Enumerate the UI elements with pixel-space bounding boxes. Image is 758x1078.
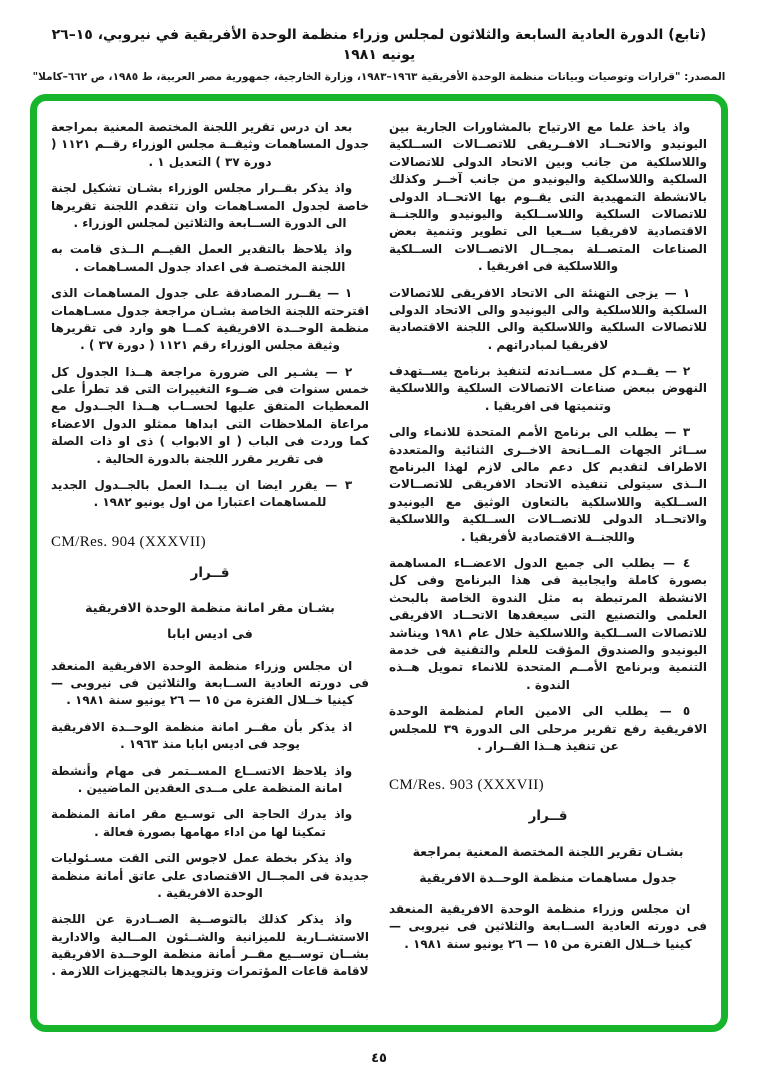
paragraph: واذ يلاحظ الاتســاع المســتمر فى مهام وأنشطة امانة المنظمة على مــدى العقدين الماضيين . bbox=[51, 763, 353, 795]
page-header bbox=[0, 26, 758, 86]
paragraph: اذ يذكر بأن مقــر امانة منظمة الوحــدة الافريقية يوجد فى اديس ابابا منذ ١٩٦٣ . bbox=[51, 719, 353, 752]
paragraph: واذ ياخذ علما مع الارتياح بالمشاورات الجارية بين اليونيدو والاتحــاد الافــريقى للاتصــالات الســلكية واللاسلكية من جانب وبين الاتحاد الدولى للاتصالات السلكية واللاسلكية واليونيدو من جانب آخــر وكذلك بالانشطة التمهيدية التى يقــوم بها الاتحــاد الدولى للاتصالات السلكية واللاســلكية واليونيدو واللجنــة الاقتصادية لافريقيا ســعيا الى تطوير وتنمية بعض الصناعات المتصــلة بمجــال الاتصــالات الســلكية واللاسلكية فى افريقيا . bbox=[389, 120, 707, 274]
resolution-subject-line: بشـان مقر امانة منظمة الوحدة الافريقية bbox=[85, 600, 335, 616]
green-border-frame bbox=[30, 94, 728, 1032]
resolution-subject-line: بشـان تقرير اللجنة المختصة المعنية بمراجعة bbox=[412, 843, 684, 859]
resolution-reference: CM/Res. 903 (XXXVII) bbox=[389, 777, 545, 794]
paragraph: ٥ — يطلب الى الامين العام لمنظمة الوحدة الافريقية رفع تقرير مرحلى الى الدورة ٣٩ للمجلس عن تنفيذ هــذا القــرار . bbox=[389, 704, 708, 753]
paragraph: واذ يذكر بخطة عمل لاجوس التى القت مسـئوليات جديدة فى المجــال الاقتصادى على عاتق أمانة منظمة الوحدة الافريقية . bbox=[51, 851, 369, 900]
paragraph: ان مجلس وزراء منظمة الوحدة الافريقية المنعقد فى دورته العادية الســابعة والثلاثين فى نيروبى — كينيا خــلال الفترة من ١٥ — ٢٦ يونيو سنة ١٩٨١ . bbox=[389, 902, 707, 951]
paragraph: ٢ — يقــدم كل مســاندته لتنفيذ برنامج يســتهدف النهوض ببعض صناعات الاتصالات السلكية واللاسلكية وتنميتها فى افريقيا . bbox=[389, 364, 707, 413]
paragraph: ١ — يزجى التهنئة الى الاتحاد الافريقى للاتصالات السلكية واللاسلكية والى اليونيدو والى الاتحاد الدولى للاتصالات السلكية واللاسلكية والى اللجنة الاقتصادية لافريقيا لمبادراتهم . bbox=[389, 285, 707, 352]
two-column-content bbox=[37, 101, 721, 1025]
resolution-subject bbox=[389, 839, 707, 892]
paragraph: واذ يذكر بقــرار مجلس الوزراء بشـان تشكيل لجنة خاصة لجدول المسـاهمات وان تتقدم اللجنة تقريرها الى الدورة الســابعة والثلاثين لمجلس الوزراء . bbox=[51, 181, 369, 230]
resolution-reference: CM/Res. 904 (XXXVII) bbox=[51, 533, 207, 550]
paragraph: واذ يدرك الحاجة الى توسـيع مقر امانة المنظمة تمكينا لها من اداء مهامها بصورة فعالة . bbox=[51, 807, 353, 839]
paragraph: ٤ — يطلب الى جميع الدول الاعضــاء المساهمة بصورة كاملة وايجابية فى هذا البرنامج وفى كل الانشطة المرتبطة به مثل الندوة الخاصة بالبحث العلمى والتصنيع التى سيعقدها الاتحــاد الافريقى للاتصالات الســلكية واللاسلكية خلال عام ١٩٨١ ويناشد اليونيدو والصندوق المؤقت للعلم والتقنية فى خدمة التنمية وبرنامج الأمــم المتحدة للانماء تمويل هــذه الندوة . bbox=[389, 555, 707, 692]
resolution-subject-line: فى اديس ابابا bbox=[167, 626, 253, 642]
paragraph: واذ يلاحظ بالتقدير العمل القيــم الــذى قامت به اللجنة المختصـة فى اعداد جدول المسـاهمات . bbox=[51, 242, 353, 274]
page-number: ٤٥ bbox=[371, 1051, 387, 1066]
paragraph: ٣ — يطلب الى برنامج الأمم المتحدة للانماء والى ســائر الجهات المــانحة الاخــرى الثنائية والمتعددة الاطراف لتقديم كل دعم مالى لازم لهذا البرنامج الــذى سيتولى تنفيذه الاتحاد الافريقى للاتصــالات الســلكية واللاسلكية بالتعاون الوثيق مع اليونيدو والاتحــاد الدولى للاتصــالات الســلكية واللاسلكية واللجنــة الاقتصادية لأفريقيا . bbox=[389, 425, 707, 544]
paragraph: ان مجلس وزراء منظمة الوحدة الافريقية المنعقد فى دورته العادية الســابعة والثلاثين فى نيروبى — كينيا خــلال الفترة من ١٥ — ٢٦ يونيو سنة ١٩٨١ . bbox=[51, 658, 369, 708]
left-column bbox=[51, 119, 369, 1015]
paragraph: بعد ان درس تقرير اللجنة المختصة المعنية بمراجعة جدول المساهمات وثيقــة مجلس الوزراء رقــم ١١٢١ ( دورة ٣٧ ) التعديل ١ . bbox=[51, 120, 369, 169]
resolution-subject bbox=[51, 595, 369, 648]
paragraph: ٣ — يقرر ايضا ان يبــدا العمل بالجــدول الجديد للمساهمات اعتبارا من اول يونيو ١٩٨٢ . bbox=[51, 478, 353, 510]
paragraph: واذ يذكر كذلك بالتوصــية الصــادرة عن اللجنة الاستشــارية للميزانية والشــئون المــالية والادارية بشــان توســيع مقــر أمانة منظمة الوحــدة الافريقية لاقامة قاعات المؤتمرات وتزويدها بالتجهيزات اللازمة . bbox=[51, 912, 369, 979]
right-column bbox=[389, 119, 707, 1015]
session-title: (تابع) الدورة العادية السابعة والثلاثون لمجلس وزراء منظمة الوحدة الأفريقية في نيروبي، ١٥–٢٦ يونيه ١٩٨١ bbox=[51, 27, 707, 63]
paragraph: ٢ — يشـير الى ضرورة مراجعة هــذا الجدول كل خمس سنوات فى ضــوء التغييرات التى قد تطرأ على المعطيات المتفق عليها لحســاب هــذا الجــدول مع مراعاة الملاحظات التى ابداها ممثلو الدول الاعضاء كما وردت فى الباب ( او الابواب ) ذى او ذات الصلة فى تقرير مقرر اللجنة بالدورة الحالية . bbox=[51, 364, 369, 466]
paragraph: ١ — يقــرر المصادقة على جدول المساهمات الذى اقترحته اللجنة الخاصة بشـان مراجعة جدول مسـاهمات منظمة الوحــدة الافريقية كمــا هو وارد فى تقريرها وثيقة مجلس الوزراء رقم ١١٢١ ( دورة ٣٧ ) . bbox=[51, 286, 369, 353]
resolution-heading: قــرار bbox=[528, 808, 568, 825]
source-line: المصدر: "قرارات وتوصيات وبيانات منظمة الوحدة الأفريقية ١٩٦٣–١٩٨٣، وزارة الخارجية، جمهورية مصر العربية، ط ١٩٨٥، ص ٦٦٢–كاملا" bbox=[32, 71, 726, 84]
resolution-subject-line: جدول مساهمات منظمة الوحــدة الافريقية bbox=[419, 869, 677, 885]
resolution-heading: قــرار bbox=[190, 564, 230, 581]
